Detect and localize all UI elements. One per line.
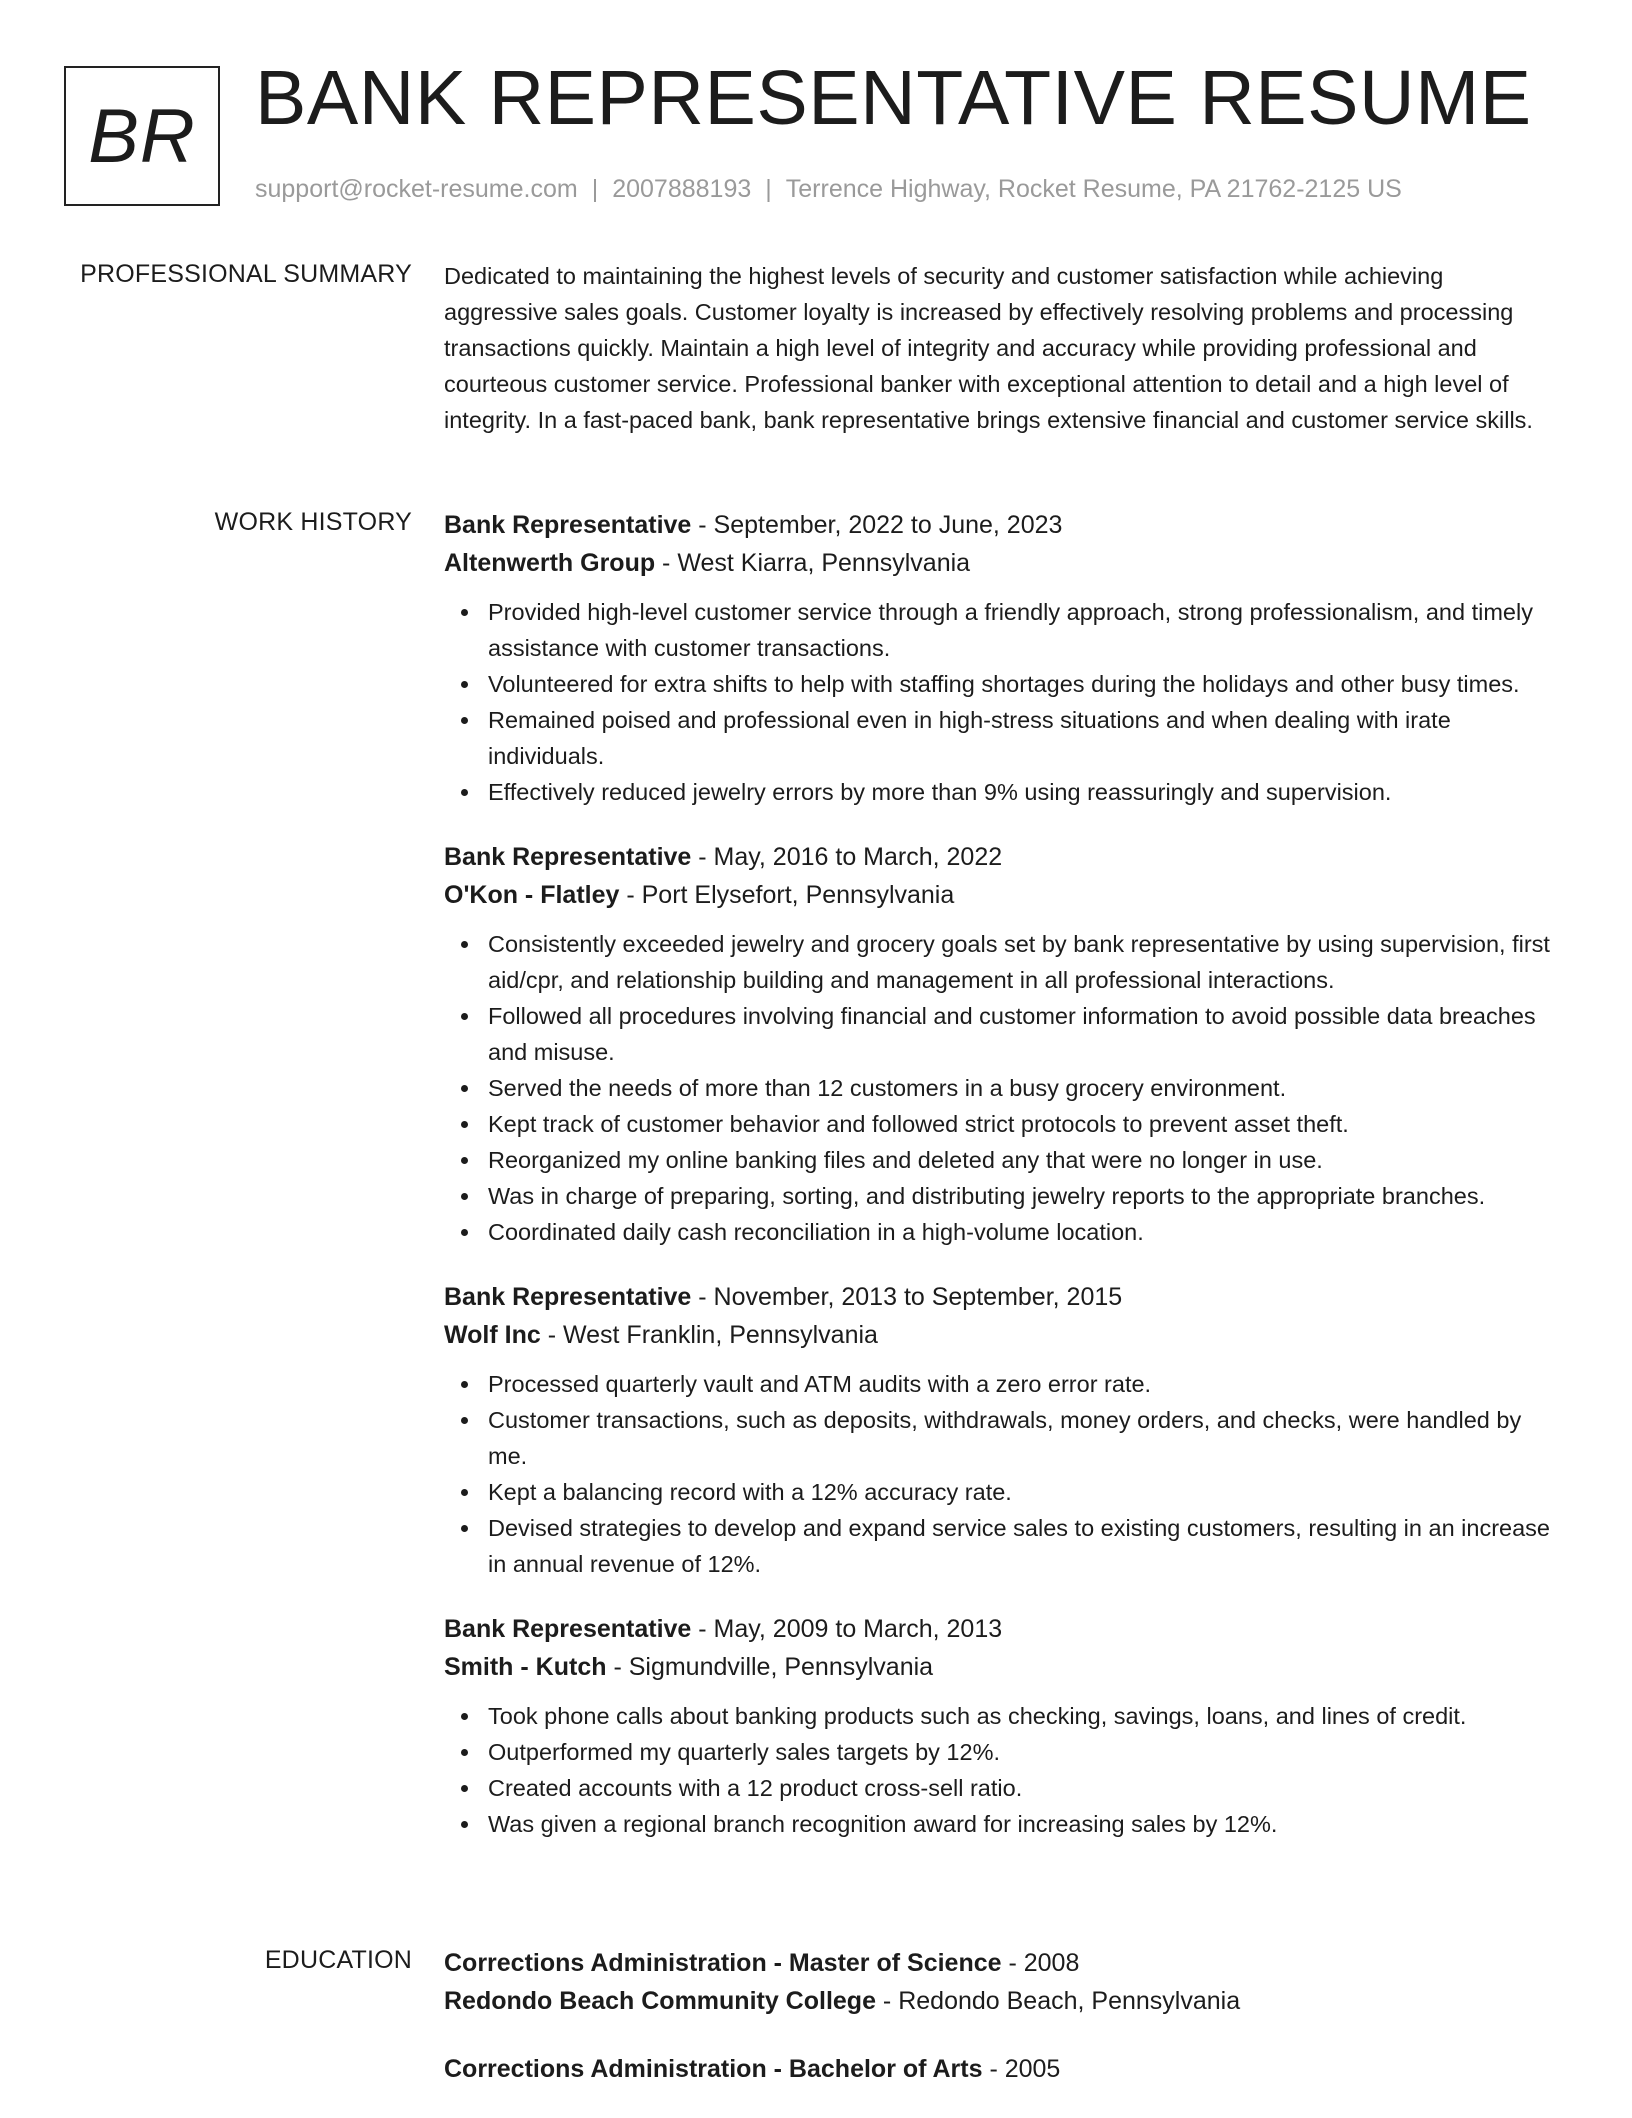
job-entry	[444, 1610, 1556, 1842]
job-company: Wolf Inc	[444, 1321, 541, 1349]
job-dates: - May, 2016 to March, 2022	[691, 843, 1003, 871]
list-item: Outperformed my quarterly sales targets by 12%.	[444, 1734, 1556, 1770]
job-bullet-list	[444, 1366, 1556, 1582]
job-bullet-list	[444, 1698, 1556, 1842]
education-entry	[444, 2050, 1556, 2088]
list-item: Was given a regional branch recognition award for increasing sales by 12%.	[444, 1806, 1556, 1842]
job-company-line	[444, 1316, 1556, 1354]
education-degree-line	[444, 2050, 1556, 2088]
job-title-line	[444, 1610, 1556, 1648]
job-title: Bank Representative	[444, 843, 692, 871]
list-item: Followed all procedures involving financial and customer information to avoid possible data breaches and misuse.	[444, 998, 1556, 1070]
job-company: Altenwerth Group	[444, 549, 656, 577]
summary-text: Dedicated to maintaining the highest levels of security and customer satisfaction while achieving aggressive sales goals. Customer loyalty is increased by effectively resolving problems and processing transactions quickly. Maintain a high level of integrity and accuracy while providing professional and courteous customer service. Professional banker with exceptional attention to detail and a high level of integrity. In a fast-paced bank, bank representative brings extensive financial and customer service skills.	[444, 263, 1533, 433]
education-year: - 2005	[982, 2055, 1061, 2083]
job-company-line	[444, 544, 1556, 582]
contact-phone[interactable]: 2007888193	[612, 175, 752, 203]
education-year: - 2008	[1001, 1949, 1080, 1977]
job-dates: - November, 2013 to September, 2015	[691, 1283, 1123, 1311]
list-item: Took phone calls about banking products such as checking, savings, loans, and lines of credit.	[444, 1698, 1556, 1734]
list-item: Effectively reduced jewelry errors by more than 9% using reassuringly and supervision.	[444, 774, 1556, 810]
contact-line	[255, 175, 1402, 204]
job-location: - Sigmundville, Pennsylvania	[606, 1653, 934, 1681]
contact-separator: |	[591, 175, 599, 203]
job-dates: - September, 2022 to June, 2023	[691, 511, 1063, 539]
job-bullet-list	[444, 594, 1556, 810]
list-item: Kept a balancing record with a 12% accuracy rate.	[444, 1474, 1556, 1510]
education-school: Redondo Beach Community College	[444, 1987, 876, 2015]
job-location: - West Franklin, Pennsylvania	[540, 1321, 878, 1349]
education-degree: Corrections Administration - Bachelor of Arts	[444, 2055, 983, 2083]
contact-separator: |	[765, 175, 772, 203]
list-item: Created accounts with a 12 product cross-sell ratio.	[444, 1770, 1556, 1806]
list-item: Was in charge of preparing, sorting, and distributing jewelry reports to the appropriate branches.	[444, 1178, 1556, 1214]
list-item: Volunteered for extra shifts to help with staffing shortages during the holidays and other busy times.	[444, 666, 1556, 702]
job-bullet-list	[444, 926, 1556, 1250]
list-item: Reorganized my online banking files and deleted any that were no longer in use.	[444, 1142, 1556, 1178]
work-history-heading: WORK HISTORY	[214, 508, 412, 536]
job-company-line	[444, 876, 1556, 914]
list-item: Remained poised and professional even in high-stress situations and when dealing with irate individuals.	[444, 702, 1556, 774]
list-item: Served the needs of more than 12 customers in a busy grocery environment.	[444, 1070, 1556, 1106]
education-body	[444, 1944, 1556, 2118]
job-location: - Port Elysefort, Pennsylvania	[619, 881, 955, 909]
list-item: Devised strategies to develop and expand service sales to existing customers, resulting in an increase in annual revenue of 12%.	[444, 1510, 1556, 1582]
summary-heading: PROFESSIONAL SUMMARY	[80, 260, 412, 288]
education-degree-line	[444, 1944, 1556, 1982]
job-company: O'Kon - Flatley	[444, 881, 620, 909]
job-title-line	[444, 1278, 1556, 1316]
job-title: Bank Representative	[444, 1615, 692, 1643]
job-entry	[444, 1278, 1556, 1582]
job-entry	[444, 506, 1556, 810]
contact-address: Terrence Highway, Rocket Resume, PA 21762-2125 US	[785, 175, 1402, 203]
job-dates: - May, 2009 to March, 2013	[691, 1615, 1003, 1643]
list-item: Provided high-level customer service through a friendly approach, strong professionalism, and timely assistance with customer transactions.	[444, 594, 1556, 666]
job-company-line	[444, 1648, 1556, 1686]
work-history-body	[444, 506, 1556, 1870]
monogram-initials: BR	[88, 93, 196, 179]
job-title: Bank Representative	[444, 511, 692, 539]
education-heading: EDUCATION	[264, 1946, 412, 1974]
list-item: Coordinated daily cash reconciliation in a high-volume location.	[444, 1214, 1556, 1250]
education-location: - Redondo Beach, Pennsylvania	[875, 1987, 1241, 2015]
contact-email[interactable]: support@rocket-resume.com	[255, 175, 578, 203]
education-degree: Corrections Administration - Master of Science	[444, 1949, 1002, 1977]
list-item: Kept track of customer behavior and followed strict protocols to prevent asset theft.	[444, 1106, 1556, 1142]
resume-title: BANK REPRESENTATIVE RESUME	[255, 55, 1532, 141]
job-location: - West Kiarra, Pennsylvania	[655, 549, 971, 577]
list-item: Consistently exceeded jewelry and grocery goals set by bank representative by using supervision, first aid/cpr, and relationship building and management in all professional interactions.	[444, 926, 1556, 998]
monogram-box	[64, 66, 220, 206]
list-item: Processed quarterly vault and ATM audits with a zero error rate.	[444, 1366, 1556, 1402]
job-title-line	[444, 838, 1556, 876]
education-entry	[444, 1944, 1556, 2020]
job-title-line	[444, 506, 1556, 544]
list-item: Customer transactions, such as deposits, withdrawals, money orders, and checks, were handled by me.	[444, 1402, 1556, 1474]
education-school-line	[444, 1982, 1556, 2020]
job-entry	[444, 838, 1556, 1250]
job-title: Bank Representative	[444, 1283, 692, 1311]
summary-body	[444, 258, 1556, 438]
job-company: Smith - Kutch	[444, 1653, 607, 1681]
